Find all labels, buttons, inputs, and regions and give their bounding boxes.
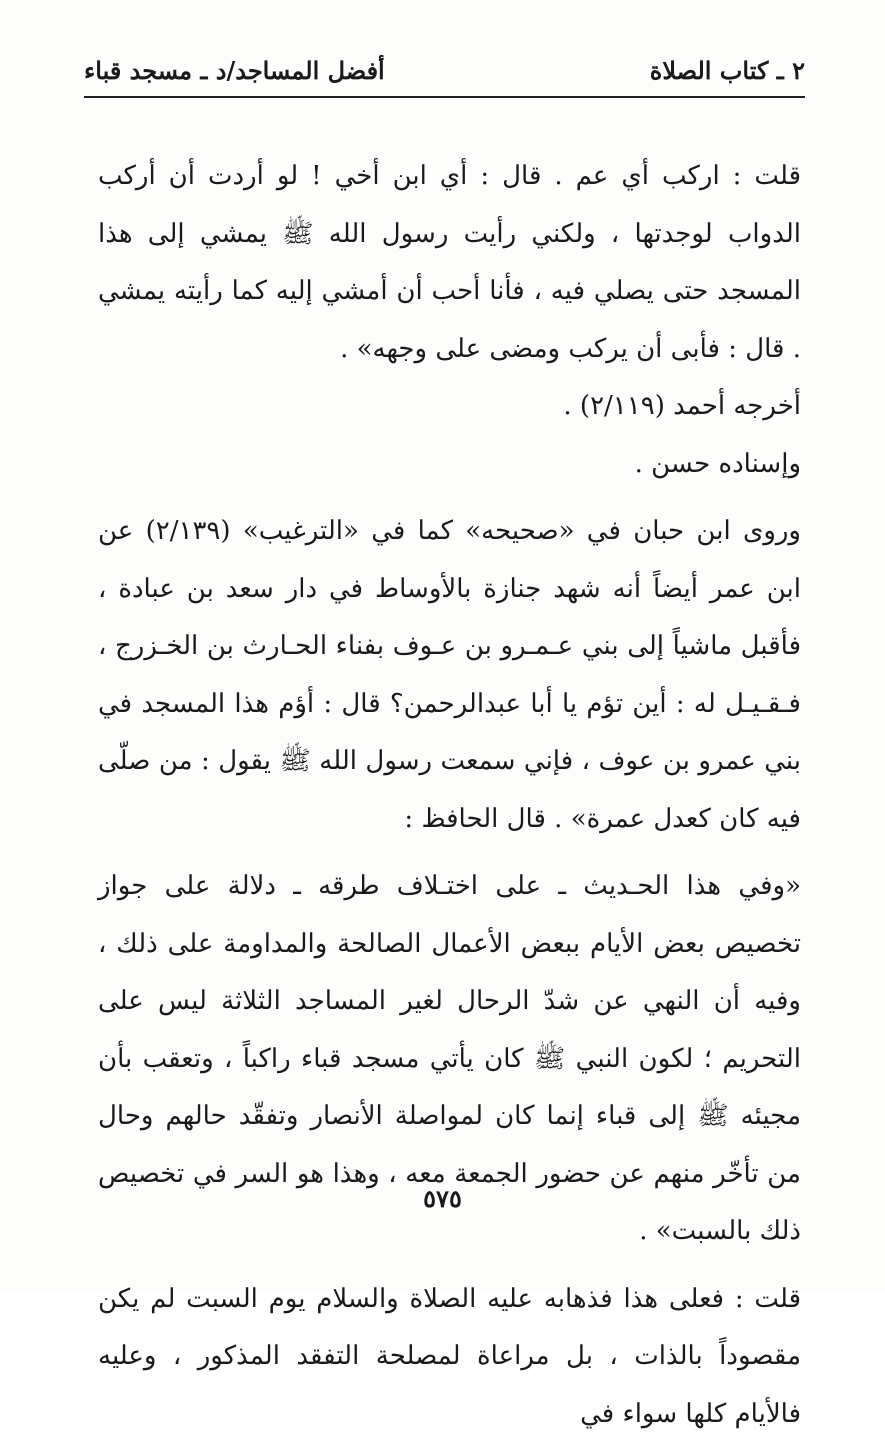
page-number: ٥٧٥: [0, 1184, 885, 1213]
paragraph-ibn-hibban: وروى ابن حبان في «صحيحه» كما في «الترغيب» (٢/١٣٩) عن ابن عمر أيضاً أنه شهد جنازة بالأوساط في دار سعد بن عبادة ، فأقبل ماشياً إلى بني عـمـرو بن عـوف بفناء الحـارث بن الخـزرج ، فـقـيـل له : أين تؤم يا أبا عبدالرحمن؟ قال : أؤم هذا المسجد في بني عمرو بن عوف ، فإني سمعت رسول الله ﷺ يقول : من صلّى فيه كان كعدل عمرة» . قال الحافظ :: [98, 503, 801, 848]
paragraph-hafiz-quote: «وفي هذا الحـديث ـ على اختـلاف طرقه ـ دلالة على جواز تخصيص بعض الأيام ببعض الأعمال الصالحة والمداومة على ذلك ، وفيه أن النهي عن شدّ الرحال لغير المساجد الثلاثة ليس على التحريم ؛ لكون النبي ﷺ كان يأتي مسجد قباء راكباً ، وتعقب بأن مجيئه ﷺ إلى قباء إنما كان لمواصلة الأنصار وتفقّد حالهم وحال من تأخّر منهم عن حضور الجمعة معه ، وهذا هو السر في تخصيص ذلك بالسبت» .: [98, 858, 801, 1261]
chapter-title: ٢ ـ كتاب الصلاة: [650, 56, 805, 85]
section-title: أفضل المساجد/د ـ مسجد قباء: [84, 56, 385, 85]
running-header: [84, 52, 805, 98]
paragraph-quote-ending: قلت : اركب أي عم . قال : أي ابن أخي ! لو أردت أن أركب الدواب لوجدتها ، ولكني رأيت رسول الله ﷺ يمشي إلى هذا المسجد حتى يصلي فيه ، فأنا أحب أن أمشي إليه كما رأيته يمشي . قال : فأبى أن يركب ومضى على وجهه» .: [98, 148, 801, 378]
page-body: [98, 148, 801, 1443]
paragraph-source-ahmad: أخرجه أحمد (٢/١١٩) .: [98, 378, 801, 436]
paragraph-isnad-grade: وإسناده حسن .: [98, 436, 801, 494]
paragraph-commentary: قلت : فعلى هذا فذهابه عليه الصلاة والسلام يوم السبت لم يكن مقصوداً بالذات ، بل مراعاة لمصلحة التفقد المذكور ، وعليه فالأيام كلها سواء في: [98, 1271, 801, 1443]
